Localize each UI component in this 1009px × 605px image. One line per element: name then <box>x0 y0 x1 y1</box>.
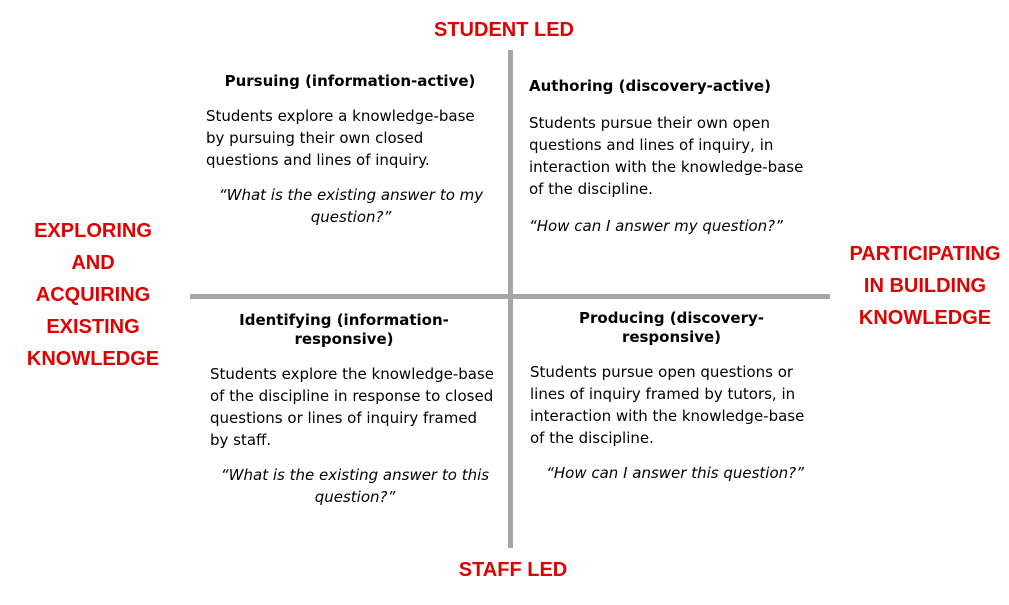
quadrant-title: Pursuing (information-active) <box>224 72 476 90</box>
quadrant-identifying <box>210 311 500 508</box>
quadrant-description: Students explore the knowledge-base of the discipline in response to closed questions or lines of inquiry framed by staff. <box>210 365 495 449</box>
quadrant-quote: “What is the existing answer to this question?” <box>220 466 490 506</box>
axis-label-left <box>18 215 168 375</box>
axis-label-right-line: IN BUILDING <box>863 275 987 297</box>
axis-label-left-line: KNOWLEDGE <box>26 348 160 370</box>
quadrant-description: Students explore a knowledge-base by pursuing their own closed questions and lines of inquiry. <box>206 107 475 169</box>
quadrant-authoring <box>529 77 819 237</box>
horizontal-axis-line <box>190 294 830 299</box>
axis-label-left-line: EXPLORING <box>34 220 152 242</box>
vertical-axis-line <box>508 50 513 548</box>
quadrant-quote: “How can I answer this question?” <box>546 464 804 482</box>
axis-label-right-line: KNOWLEDGE <box>858 307 992 329</box>
quadrant-quote: “How can I answer my question?” <box>529 217 783 235</box>
quadrant-title: Identifying (information-responsive) <box>239 311 449 348</box>
quadrant-title: Authoring (discovery-active) <box>529 77 771 95</box>
quadrant-pursuing <box>206 72 496 228</box>
quadrant-description: Students pursue open questions or lines of inquiry framed by tutors, in interaction with the knowledge-base of the discipline. <box>530 363 805 447</box>
axis-label-left-line: AND <box>71 252 115 274</box>
quadrant-title: Producing (discovery-responsive) <box>579 309 764 346</box>
axis-label-right <box>840 238 1009 334</box>
axis-label-right-line: PARTICIPATING <box>849 243 1001 265</box>
axis-label-left-line: ACQUIRING <box>35 284 151 306</box>
quadrant-producing <box>530 309 820 484</box>
axis-label-top: STUDENT LED <box>434 19 574 41</box>
quadrant-description: Students pursue their own open questions and lines of inquiry, in interaction with the knowledge-base of the discipline. <box>529 114 804 198</box>
quadrant-quote: “What is the existing answer to my question?” <box>218 186 484 226</box>
axis-label-left-line: EXISTING <box>46 316 140 338</box>
axis-label-bottom: STAFF LED <box>458 559 568 581</box>
